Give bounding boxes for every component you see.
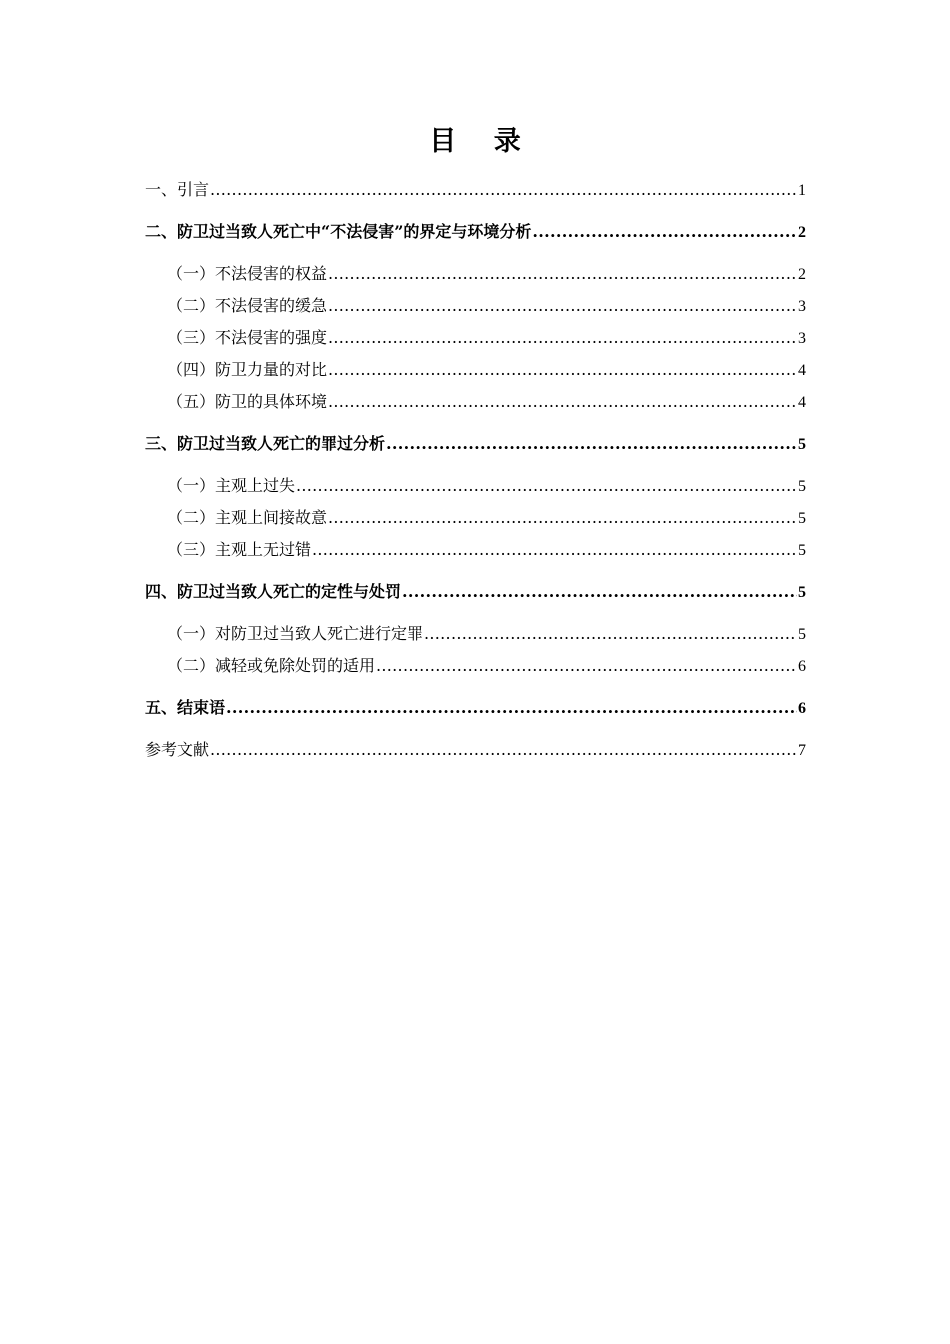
toc-entry-text: 四、防卫过当致人死亡的定性与处罚 bbox=[145, 582, 402, 601]
toc-entry[interactable] bbox=[145, 576, 806, 608]
toc-entry-text: （三）主观上无过错 bbox=[167, 540, 312, 559]
toc-entry[interactable] bbox=[145, 258, 806, 290]
toc-page-number: 5 bbox=[798, 626, 806, 643]
toc-dot-leader bbox=[296, 470, 797, 502]
toc-dot-leader bbox=[312, 534, 797, 566]
toc-entry[interactable] bbox=[145, 174, 806, 206]
toc-entry[interactable] bbox=[145, 502, 806, 534]
toc-dot-leader bbox=[532, 216, 797, 248]
toc-page-number: 7 bbox=[798, 742, 806, 759]
toc-dot-leader bbox=[210, 734, 797, 766]
toc-page-number: 3 bbox=[798, 298, 806, 315]
toc-entry[interactable] bbox=[145, 470, 806, 502]
toc-page-number: 5 bbox=[798, 584, 806, 601]
toc-entry-text: （五）防卫的具体环境 bbox=[167, 392, 328, 411]
toc-entry-text: 一、引言 bbox=[145, 180, 210, 199]
toc-dot-leader bbox=[328, 354, 797, 386]
toc-dot-leader bbox=[402, 576, 797, 608]
toc-page-number: 2 bbox=[798, 266, 806, 283]
toc-title: 目 录 bbox=[429, 126, 535, 157]
toc-entry-text: （一）不法侵害的权益 bbox=[167, 264, 328, 283]
toc-dot-leader bbox=[328, 386, 797, 418]
toc-entry[interactable] bbox=[145, 428, 806, 460]
toc-entry[interactable] bbox=[145, 534, 806, 566]
toc-entry[interactable] bbox=[145, 386, 806, 418]
toc-list bbox=[145, 174, 806, 766]
toc-entry-text: 参考文献 bbox=[145, 740, 210, 759]
toc-entry[interactable] bbox=[145, 618, 806, 650]
toc-dot-leader bbox=[328, 502, 797, 534]
toc-entry-text: （二）不法侵害的缓急 bbox=[167, 296, 328, 315]
toc-page-number: 2 bbox=[798, 224, 806, 241]
toc-entry-text: （四）防卫力量的对比 bbox=[167, 360, 328, 379]
toc-page-number: 5 bbox=[798, 542, 806, 559]
toc-page-number: 5 bbox=[798, 510, 806, 527]
toc-dot-leader bbox=[386, 428, 797, 460]
toc-entry-text: （二）主观上间接故意 bbox=[167, 508, 328, 527]
toc-entry-text: （一）主观上过失 bbox=[167, 476, 296, 495]
toc-entry[interactable] bbox=[145, 354, 806, 386]
toc-page-number: 4 bbox=[798, 362, 806, 379]
toc-entry[interactable] bbox=[145, 692, 806, 724]
toc-entry-text: （一）对防卫过当致人死亡进行定罪 bbox=[167, 624, 424, 643]
toc-entry-text: 三、防卫过当致人死亡的罪过分析 bbox=[145, 434, 386, 453]
toc-dot-leader bbox=[424, 618, 797, 650]
toc-dot-leader bbox=[328, 322, 797, 354]
toc-dot-leader bbox=[328, 290, 797, 322]
toc-entry[interactable] bbox=[145, 216, 806, 248]
toc-entry[interactable] bbox=[145, 322, 806, 354]
toc-dot-leader bbox=[376, 650, 797, 682]
toc-page-number: 4 bbox=[798, 394, 806, 411]
toc-entry[interactable] bbox=[145, 290, 806, 322]
toc-page-number: 5 bbox=[798, 478, 806, 495]
toc-entry-text: 五、结束语 bbox=[145, 698, 226, 717]
toc-page-number: 3 bbox=[798, 330, 806, 347]
toc-entry-text: 二、防卫过当致人死亡中“不法侵害”的界定与环境分析 bbox=[145, 222, 532, 241]
toc-entry[interactable] bbox=[145, 650, 806, 682]
toc-page-number: 6 bbox=[798, 658, 806, 675]
toc-entry-text: （二）减轻或免除处罚的适用 bbox=[167, 656, 376, 675]
toc-entry-text: （三）不法侵害的强度 bbox=[167, 328, 328, 347]
toc-entry[interactable] bbox=[145, 734, 806, 766]
toc-page-number: 6 bbox=[798, 700, 806, 717]
toc-dot-leader bbox=[328, 258, 797, 290]
toc-page-number: 5 bbox=[798, 436, 806, 453]
toc-page-number: 1 bbox=[798, 182, 806, 199]
toc-dot-leader bbox=[226, 692, 797, 724]
toc-dot-leader bbox=[210, 174, 797, 206]
